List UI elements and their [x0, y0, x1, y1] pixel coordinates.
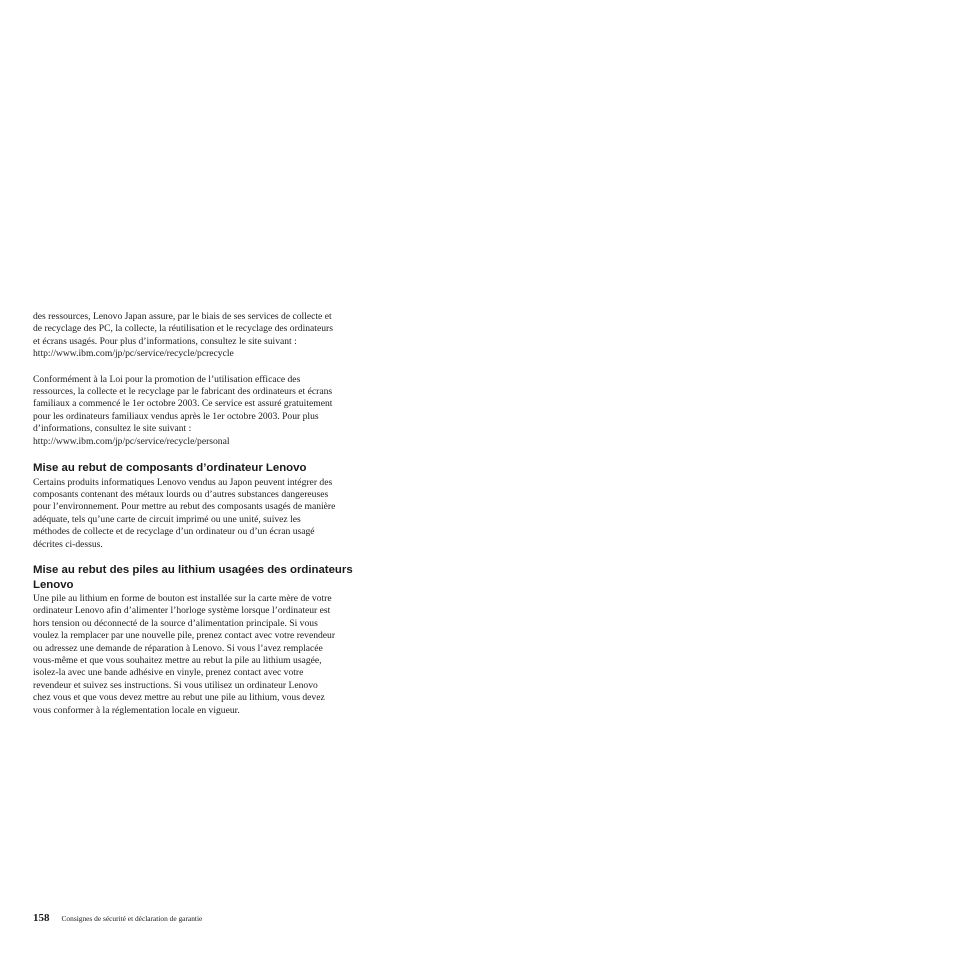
- section-heading-components: Mise au rebut de composants d’ordinateur Lenovo: [33, 462, 307, 475]
- page-content: [33, 311, 405, 717]
- intro-paragraph-1: des ressources, Lenovo Japan assure, par le biais de ses services de collecte et de recyclage des PC, la collecte, la réutilisation et le recyclage des ordinateurs et écrans usagés. Pour plus d’informations, consultez le site suivant : http://www.ibm.com/jp/pc/service/recycle/pcrecycle: [33, 311, 333, 360]
- page-footer: [33, 912, 202, 924]
- page-number: 158: [33, 912, 50, 924]
- intro-paragraph-2: Conformément à la Loi pour la promotion de l’utilisation efficace des ressources, la collecte et le recyclage par le fabricant des ordinateurs et écrans familiaux a commencé le 1er octobre 2003. Ce service est assuré gratuitement pour les ordinateurs familiaux vendus après le 1er octobre 2003. Pour plus d’informations, consultez le site suivant : http://www.ibm.com/jp/pc/service/recycle/personal: [33, 373, 333, 447]
- footer-title: Consignes de sécurité et déclaration de garantie: [61, 914, 203, 923]
- section-body-lithium-batteries: Une pile au lithium en forme de bouton est installée sur la carte mère de votre ordinateur Lenovo afin d’alimenter l’horloge système lorsque l’ordinateur est hors tension ou déconnecté de la source d’alimentation principale. Si vous voulez la remplacer par une nouvelle pile, prenez contact avec votre revendeur ou adressez une demande de réparation à Lenovo. Si vous l’avez remplacée vous-même et que vous souhaitez mettre au rebut la pile au lithium usagée, isolez-la avec une bande adhésive en vinyle, prenez contact avec votre revendeur et suivez ses instructions. Si vous utilisez un ordinateur Lenovo chez vous et que vous devez mettre au rebut une pile au lithium, vous devez vous conformer à la réglementation locale en vigueur.: [33, 593, 336, 716]
- section-heading-lithium-batteries: Mise au rebut des piles au lithium usagées des ordinateurs Lenovo: [33, 564, 353, 591]
- section-body-components: Certains produits informatiques Lenovo vendus au Japon peuvent intégrer des composants contenant des métaux lourds ou d’autres substances dangereuses pour l’environnement. Pour mettre au rebut des composants usagés de manière adéquate, tels qu’une carte de circuit imprimé ou une unité, suivez les méthodes de collecte et de recyclage d’un ordinateur ou d’un écran usagé décrites ci-dessus.: [33, 476, 336, 550]
